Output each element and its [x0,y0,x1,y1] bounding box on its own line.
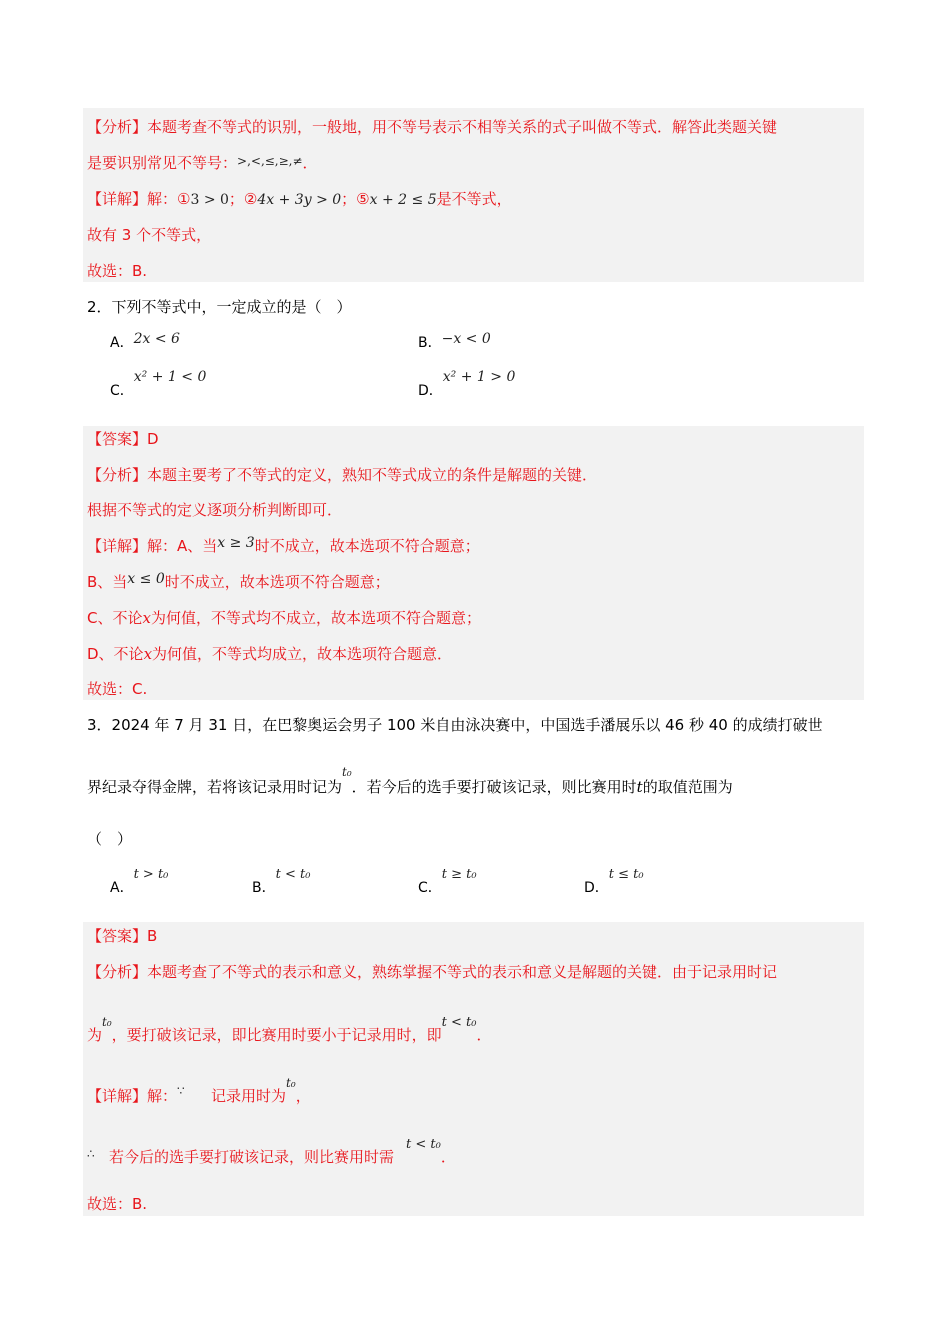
q2-option-b [418,332,491,352]
q1-choice-line: 故选：B. [87,262,148,280]
q3-stem2-pre: 界纪录夺得金牌，若将该记录用时记为 [87,778,343,796]
q3-detail1-mid: 记录用时为 [211,1087,287,1105]
q2-detail-b [87,571,390,594]
q3-analysis-text: 本题考查了不等式的表示和意义，熟练掌握不等式的表示和意义是解题的关键．由于记录用时记 [147,963,778,981]
q2-detail-d-var: x [143,645,153,663]
q3-option-b-expr: t < t₀ [275,867,311,882]
q2-detail-b-pre: B、当 [87,573,128,591]
q3-detail-tag: 【详解】 [87,1087,148,1105]
q3-answer-tag: 【答案】 [87,927,148,945]
q2-analysis-line2: 根据不等式的定义逐项分析判断即可． [87,501,343,519]
q3-answer-line [87,925,157,947]
q1-analysis-line1 [87,116,777,138]
q3-stem-line1: 3．2024 年 7 月 31 日，在巴黎奥运会男子 100 米自由泳决赛中，中国选手潘展乐以 46 秒 40 的成绩打破世 [87,716,823,734]
q3-option-a-expr: t > t₀ [133,867,169,882]
q1-sep1: ；② [228,190,258,208]
q2-detail-c [87,607,481,629]
q2-detail-a-pre: 解：A、当 [147,537,218,555]
q2-option-a [110,332,180,352]
q3-option-a-label: A． [110,880,134,896]
q2-detail-b-math: x ≤ 0 [127,571,165,587]
q2-detail-c-pre: C、不论 [87,609,143,627]
q1-analysis-text2: 是要识别常见不等号： [87,154,238,172]
q3-analysis2-mid: ，要打破该记录，即比赛用时要小于记录用时，即 [111,1026,442,1044]
q1-math3: x + 2 ≤ 5 [369,192,437,208]
q1-analysis-end: ． [302,154,318,172]
q3-analysis-line2 [87,1015,492,1048]
q2-analysis-line1 [87,464,597,486]
q3-analysis2-math2: t < t₀ [441,1015,477,1030]
q1-detail-pre: 解：① [147,190,191,208]
q3-answer: B [147,927,158,945]
q3-analysis2-math1: t₀ [102,1015,112,1029]
q2-analysis-text: 本题主要考了不等式的定义，熟知不等式成立的条件是解题的关键． [147,466,598,484]
q2-option-d [418,369,516,400]
q3-detail-line1 [87,1076,311,1108]
q2-option-c-expr: x² + 1 < 0 [133,369,207,385]
q2-detail-d [87,643,452,665]
therefore-symbol: ∴ [87,1147,95,1161]
q2-answer-line [87,428,159,450]
q2-detail-c-var: x [142,609,151,627]
q1-analysis-text: 本题考查不等式的识别，一般地，用不等号表示不相等关系的式子叫做不等式．解答此类题关键 [147,118,778,136]
q3-option-a [110,867,169,897]
q2-detail-a-math: x ≥ 3 [217,535,255,551]
q1-analysis-line2 [87,152,318,175]
q3-analysis2-end: ． [476,1026,492,1044]
q3-option-c-expr: t ≥ t₀ [441,867,477,882]
q3-analysis-line1 [87,961,777,983]
q2-detail-d-pre: D、不论 [87,645,144,663]
q3-detail2-math: t < t₀ [406,1137,441,1152]
q2-detail-a [87,535,480,558]
q2-option-c-label: C． [110,383,134,399]
q3-choice-line: 故选：B. [87,1195,148,1213]
q1-symbols: >,<,≤,≥,≠ [237,154,303,168]
q2-option-b-label: B． [418,335,442,351]
q3-detail1-end: ， [295,1087,311,1105]
q1-math2: 4x + 3y > 0 [257,192,342,208]
q1-detail-tag: 【详解】 [87,190,148,208]
q2-detail-tag: 【详解】 [87,537,148,555]
q2-detail-d-post: 为何值，不等式均成立，故本选项符合题意． [152,645,453,663]
q3-detail1-math: t₀ [286,1076,296,1090]
q3-detail1-pre: 解： [147,1087,178,1105]
q3-option-c-label: C． [418,880,442,896]
q3-stem2-mid: ．若今后的选手要打破该记录，则比赛用时 [351,778,637,796]
q3-analysis-tag: 【分析】 [87,963,148,981]
q2-option-a-expr: 2x < 6 [133,331,180,347]
q2-detail-b-post: 时不成立，故本选项不符合题意； [164,573,390,591]
q3-option-d [584,867,644,897]
q1-detail-line [87,188,512,211]
q3-option-b [252,867,311,897]
q2-analysis-tag: 【分析】 [87,466,148,484]
q3-stem2-post: 的取值范围为 [642,778,733,796]
q3-analysis2-pre: 为 [87,1026,103,1044]
q3-stem2-var: t [636,778,643,796]
q3-stem-line2 [87,765,733,799]
q3-option-b-label: B． [252,880,276,896]
q3-stem-line3: （ ） [87,830,133,848]
q2-option-d-expr: x² + 1 > 0 [442,369,516,385]
q2-option-c [110,369,207,400]
q1-detail-post: 是不等式， [436,190,512,208]
q3-detail-line2 [87,1137,456,1170]
q3-option-c [418,867,477,897]
q3-option-d-label: D． [584,880,609,896]
q3-detail2-end: ． [440,1148,456,1166]
because-symbol: ∵ [177,1084,185,1098]
q2-answer: D [147,430,159,448]
q2-answer-tag: 【答案】 [87,430,148,448]
q2-choice-line: 故选：C. [87,680,148,698]
q2-detail-c-post: 为何值，不等式均不成立，故本选项不符合题意； [150,609,481,627]
q2-stem: 2．下列不等式中，一定成立的是（ ） [87,298,352,316]
q1-analysis-tag: 【分析】 [87,118,148,136]
q3-stem2-math: t₀ [342,765,352,779]
q1-sep2: ；⑤ [341,190,370,208]
q2-detail-a-post: 时不成立，故本选项不符合题意； [254,537,480,555]
q2-option-b-expr: −x < 0 [441,331,491,347]
q1-count-line: 故有 3 个不等式， [87,226,212,244]
q3-detail2-mid: 若今后的选手要打破该记录，则比赛用时需 [109,1148,395,1166]
q2-option-a-label: A． [110,335,134,351]
q1-math1: 3 > 0 [190,192,229,208]
q2-option-d-label: D． [418,383,443,399]
q3-option-d-expr: t ≤ t₀ [608,867,644,882]
